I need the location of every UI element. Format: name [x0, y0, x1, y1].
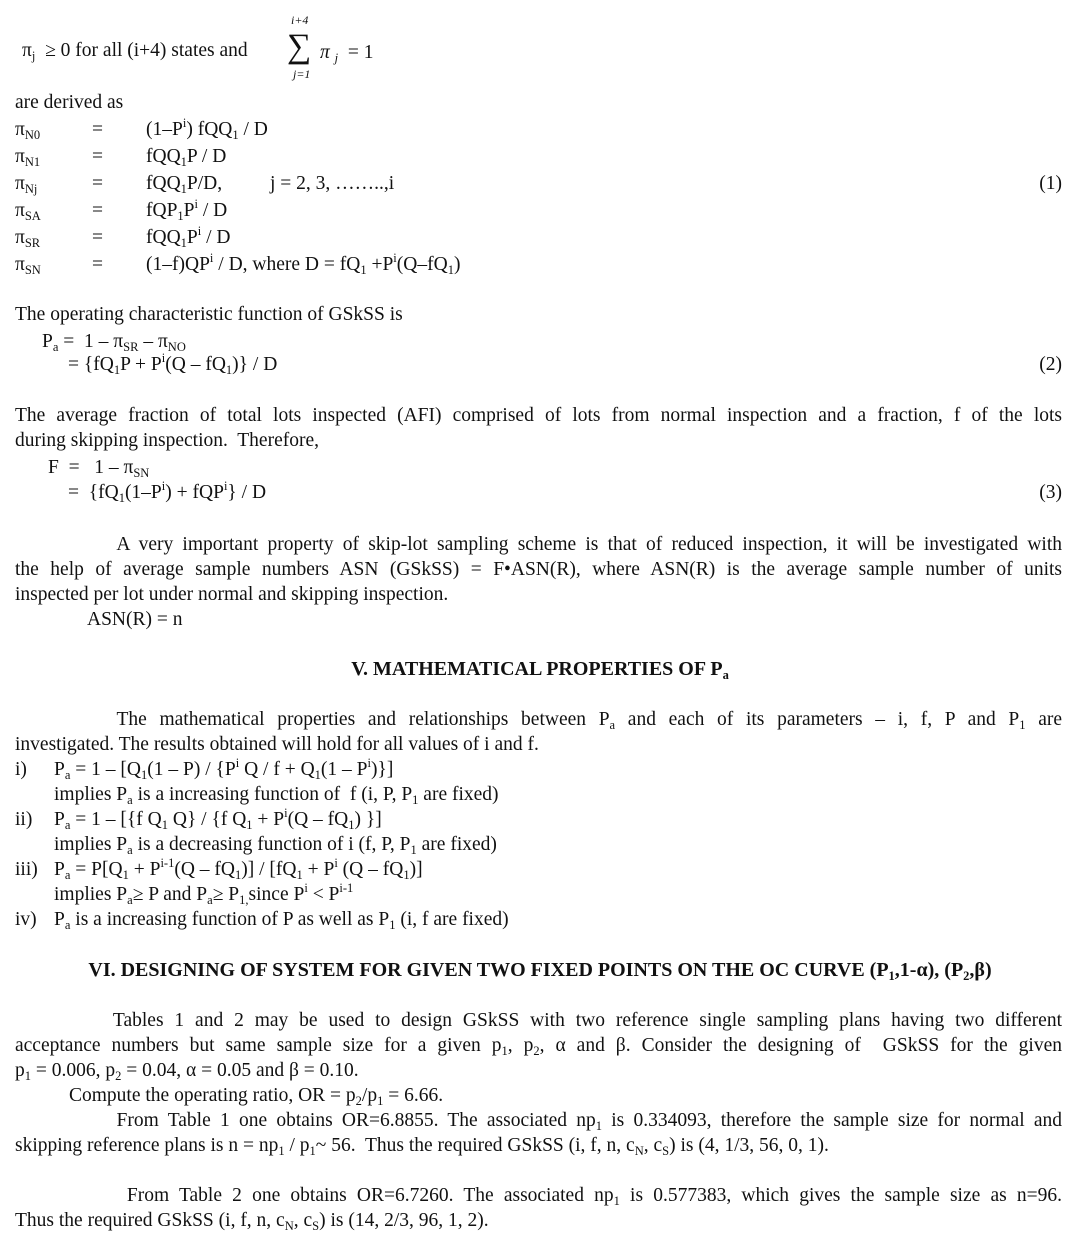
eq1-rhs-N1: fQQ$_1$P / D — [146, 146, 227, 169]
eq1-lhs-Nj: $\pi_{Nj}$ — [15, 173, 38, 196]
eq1-rhs-N0: $(1-P^i)$ fQQ$_1$ / D — [146, 116, 268, 142]
eq1-lhs-SA: $\pi_{SA}$ — [15, 200, 41, 223]
asn-line: ASN(R) = n — [87, 609, 183, 630]
afi-line-2: = $\{fQ_1(1-P^i) + fQP^i\} / D$ — [68, 479, 267, 505]
item-iii-formula: $P_a = P[Q_1 + P^{i-1}(Q - fQ_1)] / [fQ_1 + P^i$ $(Q - fQ_1)$] — [54, 856, 423, 882]
section-6-para3-line1: From Table 2 one obtains OR=6.7260. The associated $np_1$ is 0.577383, which gives the sample size as n=96. — [15, 1185, 1062, 1208]
list-label-iii: iii) — [15, 859, 38, 880]
oc-intro: The operating characteristic function of GSkSS is — [15, 304, 403, 325]
asn-para-line1: A very important property of skip-lot sampling scheme is that of reduced inspection, it will be investigated with — [15, 534, 1062, 555]
eq1-rhs-SR: $fQQ_1P^i$ / D — [146, 224, 231, 250]
section-6-para3-line2: Thus the required GSkSS (i, f, n, $c_N$, $c_S$) is (14, 2/3, 96, 1, 2). — [15, 1210, 489, 1233]
item-ii-note: implies $P_a$ is a decreasing function of i (f, P, $P_1$ are fixed) — [54, 834, 497, 857]
item-i-note: implies $P_a$ is a increasing function of f (i, P, $P_1$ are fixed) — [54, 784, 499, 807]
sum-lower: j=1 — [293, 67, 311, 81]
sum-upper: i+4 — [291, 13, 309, 27]
eq1-lhs-N0: $\pi_{N0}$ — [15, 119, 41, 142]
oc-line-2: = $\{fQ_1P + P^i(Q - fQ_1)\} / D$ — [68, 351, 278, 377]
asn-para-line3: inspected per lot under normal and skipping inspection. — [15, 584, 449, 605]
item-ii-formula: $P_a = 1 - [\{f$ $Q_1$ Q} / {f $Q_1 + P^i(Q - fQ_1)$ }] — [54, 806, 382, 832]
item-iv-formula: $P_a$ is a increasing function of P as well as $P_1$ (i, f are fixed) — [54, 909, 509, 932]
eq1-rhs-SA: $fQP_1P^i$ / D — [146, 197, 228, 223]
pi-condition: ≥ 0 for all (i+4) states and — [45, 40, 248, 61]
afi-para-line1: The average fraction of total lots inspected (AFI) comprised of lots from normal inspection and a fraction, f of the lots — [15, 405, 1062, 426]
sum-rhs: = 1 — [347, 42, 374, 63]
section-6-para1-line1: Tables 1 and 2 may be used to design GSkSS with two reference single sampling plans having two different — [15, 1010, 1062, 1031]
oc-line-1: $P_a = 1 - \pi_{SR} - \pi_{NO}$ — [42, 331, 186, 354]
item-iii-note: implies $P_a\ge P$ and $P_a\ge$ $P_{1,}since$ $P^i < P^{i-1}$ — [54, 881, 354, 907]
section-6-para1-line2: acceptance numbers but same sample size for a given $p_1$, $p_2$, α and β. Consider the designing of GSkSS for the given — [15, 1035, 1062, 1058]
section-6-heading: VI. DESIGNING OF SYSTEM FOR GIVEN TWO FIXED POINTS ON THE OC CURVE $(P_1,1-\alpha)$, $(P_2,\beta)$ — [88, 959, 992, 983]
section-6-para1-line3: $p_1 = 0.006$, $p_2 = 0.04$, α = 0.05 and β = 0.10. — [15, 1060, 359, 1083]
section-5-para-line1: The mathematical properties and relationships between $P_a$ and each of its parameters – i, f, P and $P_1$ are — [15, 709, 1063, 732]
section-5-para-line2: investigated. The results obtained will hold for all values of i and f. — [15, 734, 539, 755]
equation-number-1: (1) — [1039, 173, 1062, 194]
list-label-i: i) — [15, 759, 27, 780]
asn-para-line2: the help of average sample numbers ASN (GSkSS) = F•ASN(R), where ASN(R) is the average sample number of units — [15, 559, 1062, 580]
eq1-rhs-SN: $(1-f)QP^i$ / D, where $D = fQ_1 +P^i(Q-fQ_1)$ — [146, 251, 461, 277]
eq1-lhs-SN: $\pi_{SN}$ — [15, 254, 41, 277]
eq1-j-range: j = 2, 3, ……..,i — [270, 173, 395, 194]
section-6-para2-line1: From Table 1 one obtains OR=6.8855. The associated $np_1$ is 0.334093, therefore the sample size for normal and — [15, 1110, 1062, 1133]
list-label-ii: ii) — [15, 809, 33, 830]
eq1-rhs-Nj: fQQ$_1$P/D, — [146, 173, 223, 196]
eq1-lhs-N1: $\pi_{N1}$ — [15, 146, 41, 169]
pi-condition-line: $\pi_j \ge 0$ for all (i+4) states and — [22, 40, 248, 63]
section-6-para2-line2: skipping reference plans is $n = np_1$ / $p_1\sim$ 56. Thus the required GSkSS (i, f, n, $c_N$, $c_S$) is (4, 1/3, 56, 0, 1). — [15, 1135, 829, 1158]
afi-para-line2: during skipping inspection. Therefore, — [15, 430, 319, 451]
sum-body: π $_j$ = 1 — [320, 42, 374, 65]
afi-line-1: $F = 1 - \pi_{SN}$ — [48, 457, 150, 480]
section-5-heading: V. MATHEMATICAL PROPERTIES OF $P_a$ — [351, 658, 729, 682]
eq1-lhs-SR: $\pi_{SR}$ — [15, 227, 41, 250]
derived-text: are derived as — [15, 92, 124, 113]
list-label-iv: iv) — [15, 909, 37, 930]
item-i-formula: $P_a = 1 - [Q_1(1 - P) / \{P^i$ $Q / f + Q_1(1 - P^i)$}] — [54, 756, 394, 782]
sum-sign-icon: ∑ — [287, 28, 312, 65]
operating-ratio-line: Compute the operating ratio, OR = $p_2/p_1 = 6.66$. — [69, 1085, 444, 1108]
equation-number-2: (2) — [1039, 354, 1062, 375]
equation-number-3: (3) — [1039, 482, 1062, 503]
